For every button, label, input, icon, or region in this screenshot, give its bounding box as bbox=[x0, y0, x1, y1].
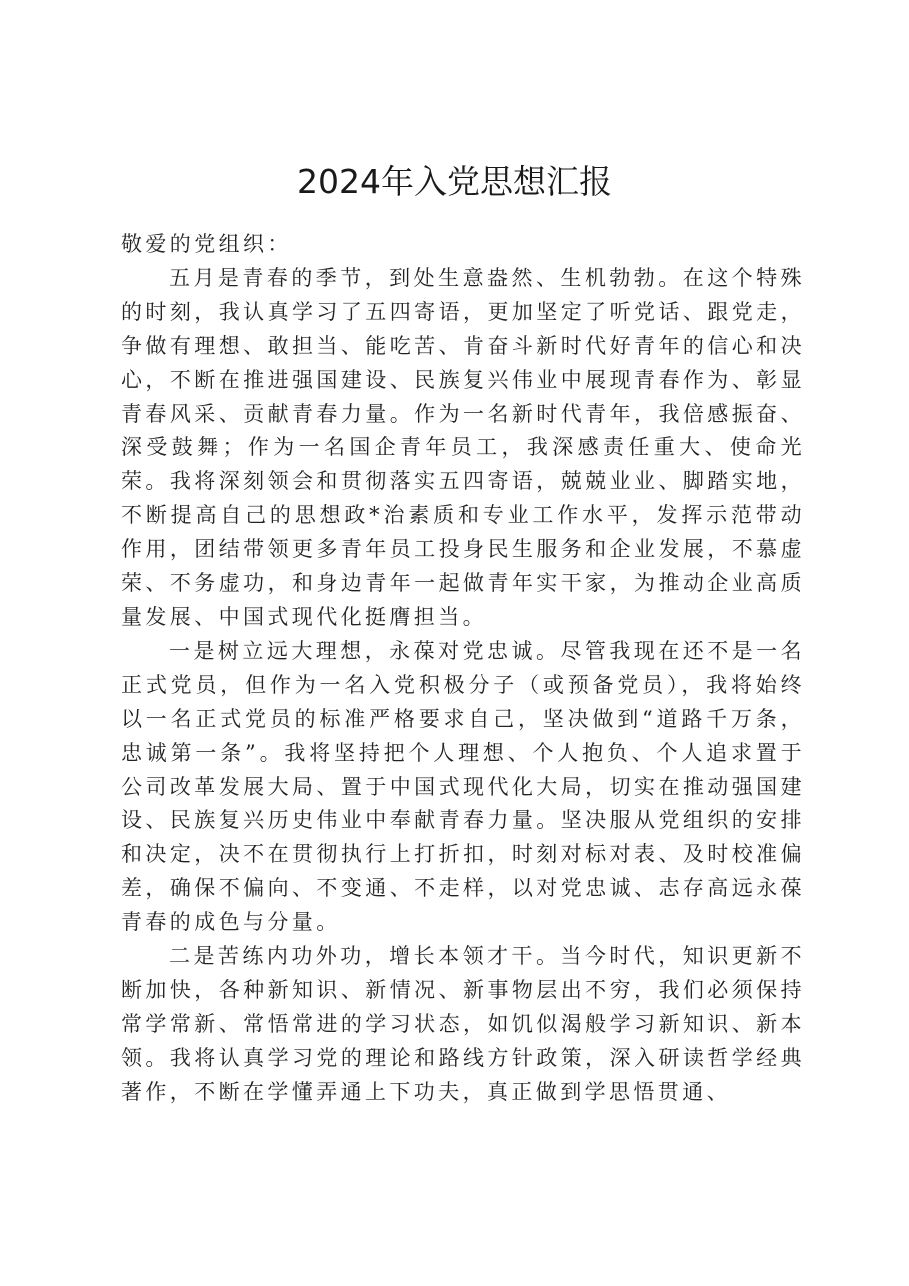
paragraph-point-one: 一是树立远大理想，永葆对党忠诚。尽管我现在还不是一名正式党员，但作为一名入党积极分子（或预备党员），我将始终以一名正式党员的标准严格要求自己，坚决做到“道路千万条，忠诚第一条”。我将坚持把个人理想、个人抱负、个人追求置于公司改革发展大局、置于中国式现代化大局，切实在推动强国建设、民族复兴历史伟业中奉献青春力量。坚决服从党组织的安排和决定，决不在贯彻执行上打折扣，时刻对标对表、及时校准偏差，确保不偏向、不变通、不走样，以对党忠诚、志存高远永葆青春的成色与分量。 bbox=[121, 638, 805, 935]
salutation: 敬爱的党组织： bbox=[121, 232, 292, 256]
paragraph-intro: 五月是青春的季节，到处生意盎然、生机勃勃。在这个特殊的时刻，我认真学习了五四寄语，更加坚定了听党话、跟党走，争做有理想、敢担当、能吃苦、肯奋斗新时代好青年的信心和决心，不断在推进强国建设、民族复兴伟业中展现青春作为、彰显青春风采、贡献青春力量。作为一名新时代青年，我倍感振奋、深受鼓舞；作为一名国企青年员工，我深感责任重大、使命光荣。我将深刻领会和贯彻落实五四寄语，兢兢业业、脚踏实地，不断提高自己的思想政*治素质和专业工作水平，发挥示范带动作用，团结带领更多青年员工投身民生服务和企业发展，不慕虚荣、不务虚功，和身边青年一起做青年实干家，为推动企业高质量发展、中国式现代化挺膺担当。 bbox=[121, 265, 805, 629]
document-body bbox=[121, 228, 805, 1110]
paragraph-point-two: 二是苦练内功外功，增长本领才干。当今时代，知识更新不断加快，各种新知识、新情况、新事物层出不穷，我们必须保持常学常新、常悟常进的学习状态，如饥似渴般学习新知识、新本领。我将认真学习党的理论和路线方针政策，深入研读哲学经典著作，不断在学懂弄通上下功夫，真正做到学思悟贯通、 bbox=[121, 944, 805, 1104]
document-title: 2024年入党思想汇报 bbox=[297, 162, 612, 201]
